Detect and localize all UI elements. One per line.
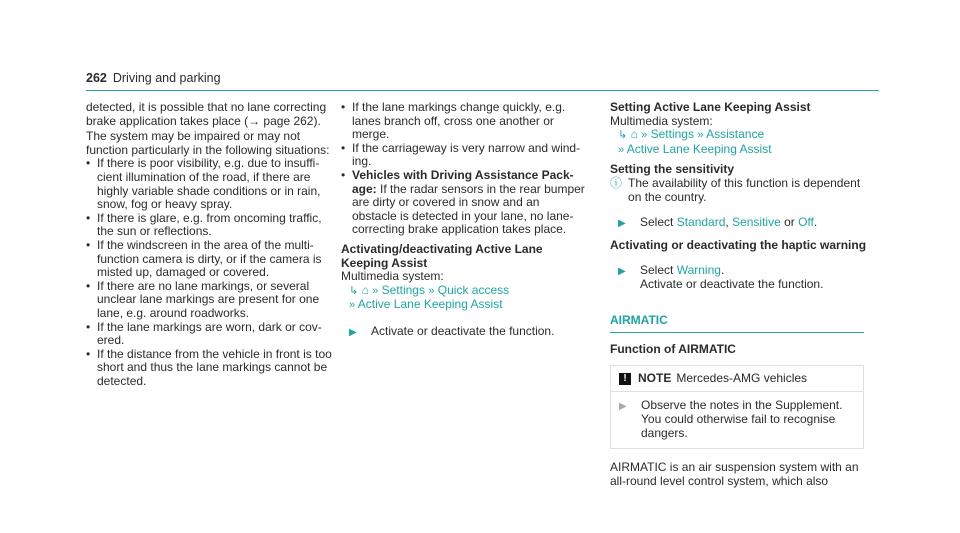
triangle-right-icon: ▶ — [618, 266, 626, 278]
section-divider — [610, 332, 864, 333]
triangle-right-icon: ▶ — [618, 218, 626, 230]
path-active-lane-keeping-assist[interactable]: Active Lane Keeping Assist — [626, 141, 772, 156]
haptic-heading: Activating or deactivating the haptic warning — [610, 237, 867, 252]
radar-text: If the radar sensors in the rear bumper are dirty or covered in snow and an obstacle is detected in your lane, no lane-correcting brake application takes place. — [352, 181, 585, 237]
multimedia-label: Multimedia system: — [610, 113, 713, 128]
multimedia-label: Multimedia system: — [341, 269, 444, 284]
list-item: • If the lane markings are worn, dark or cov-ered. — [86, 321, 332, 348]
double-chevron-icon: » — [618, 143, 625, 156]
path-quick-access[interactable]: Quick access — [437, 282, 510, 297]
situation-list-continued — [341, 101, 586, 237]
warning-icon: ! — [619, 373, 631, 385]
step-text: Activate or deactivate the function. — [371, 323, 555, 338]
list-item: • If the lane markings change quickly, e.g. lanes branch off, cross one another or merge. — [341, 101, 586, 142]
column-3 — [610, 101, 870, 488]
column-2 — [341, 101, 586, 340]
step-text: Select Warning. Activate or deactivate the function. — [640, 263, 824, 291]
function-heading: Function of AIRMATIC — [610, 342, 736, 357]
home-icon: ⌂ — [630, 127, 638, 142]
list-item: • If the windscreen in the area of the multi-function camera is dirty, or if the camera is misted up, damaged or covered. — [86, 239, 332, 280]
menu-path — [349, 284, 586, 299]
path-settings[interactable]: Settings — [650, 127, 694, 142]
sensitivity-heading: Setting the sensitivity — [610, 162, 735, 177]
section-heading: Activating/deactivating Active Lane Keeping Assist — [341, 241, 543, 270]
option-off[interactable]: Off — [798, 215, 814, 230]
path-active-lane-keeping-assist[interactable]: Active Lane Keeping Assist — [357, 297, 503, 312]
list-item: • If the carriageway is very narrow and wind-ing. — [341, 142, 586, 169]
double-chevron-icon: » — [428, 284, 435, 297]
header-divider — [86, 90, 879, 91]
double-chevron-icon: » — [372, 284, 379, 297]
note-box — [610, 365, 864, 449]
path-assistance[interactable]: Assistance — [706, 127, 765, 142]
info-text: The availability of this function is dependent on the country. — [628, 175, 861, 204]
column-1 — [86, 101, 332, 388]
list-item: • If there is poor visibility, e.g. due to insuffi-cient illumination of the road, if there are highly variable shade conditions or in rain, snow, fog or heavy spray. — [86, 157, 332, 211]
note-title: Mercedes-AMG vehicles — [676, 370, 808, 385]
note-header — [611, 366, 863, 393]
situation-list — [86, 157, 332, 388]
list-item: • If there are no lane markings, or several unclear lane markings are present for one lane, e.g. around roadworks. — [86, 280, 332, 321]
setting-heading: Setting Active Lane Keeping Assist — [610, 100, 811, 114]
step — [618, 216, 870, 231]
step — [349, 325, 586, 340]
note-text: Observe the notes in the Supplement. You could otherwise fail to recognise dangers. — [641, 398, 843, 440]
select-label: Select — [640, 215, 677, 230]
step-text: Select Standard, Sensitive or Off. — [640, 215, 818, 230]
step — [618, 264, 870, 291]
note-label: NOTE — [638, 370, 672, 385]
intro-text: detected, it is possible that no lane correcting brake application takes place (→ page 262). — [86, 100, 327, 128]
menu-path-line2 — [618, 143, 870, 158]
option-warning[interactable]: Warning — [676, 263, 721, 278]
option-sensitive[interactable]: Sensitive — [732, 215, 781, 230]
return-arrow-icon: ↳ — [618, 129, 628, 142]
list-item — [341, 169, 586, 237]
radar-bold: Vehicles with Driving Assistance Pack-age: — [352, 167, 574, 196]
page-header — [86, 71, 221, 85]
double-chevron-icon: » — [641, 129, 648, 142]
double-chevron-icon: » — [349, 299, 356, 312]
triangle-right-icon: ▶ — [349, 326, 357, 338]
list-item: • If the distance from the vehicle in front is too short and thus the lane markings cannot be detected. — [86, 348, 332, 389]
or-text: or — [780, 215, 799, 230]
option-standard[interactable]: Standard — [676, 215, 726, 230]
home-icon: ⌂ — [361, 282, 369, 297]
impaired-text: The system may be impaired or may not function particularly in the following situations: — [86, 129, 330, 157]
note-body — [611, 392, 863, 448]
airmatic-text: AIRMATIC is an air suspension system with an all-round level control system, which also — [610, 460, 859, 488]
menu-path-line2 — [349, 298, 586, 313]
list-item: • If there is glare, e.g. from oncoming traffic, the sun or reflections. — [86, 212, 332, 239]
double-chevron-icon: » — [697, 129, 704, 142]
return-arrow-icon: ↳ — [349, 284, 359, 297]
path-settings[interactable]: Settings — [381, 282, 425, 297]
info-note — [610, 177, 870, 204]
page-number: 262 — [86, 71, 107, 85]
triangle-right-icon: ▶ — [619, 401, 627, 413]
activate-text: Activate or deactivate the function. — [640, 276, 824, 291]
menu-path — [618, 128, 870, 143]
airmatic-section-title: AIRMATIC — [610, 312, 668, 327]
info-icon: ⓘ — [610, 175, 623, 190]
section-title: Driving and parking — [112, 71, 221, 85]
select-label: Select — [640, 263, 677, 278]
